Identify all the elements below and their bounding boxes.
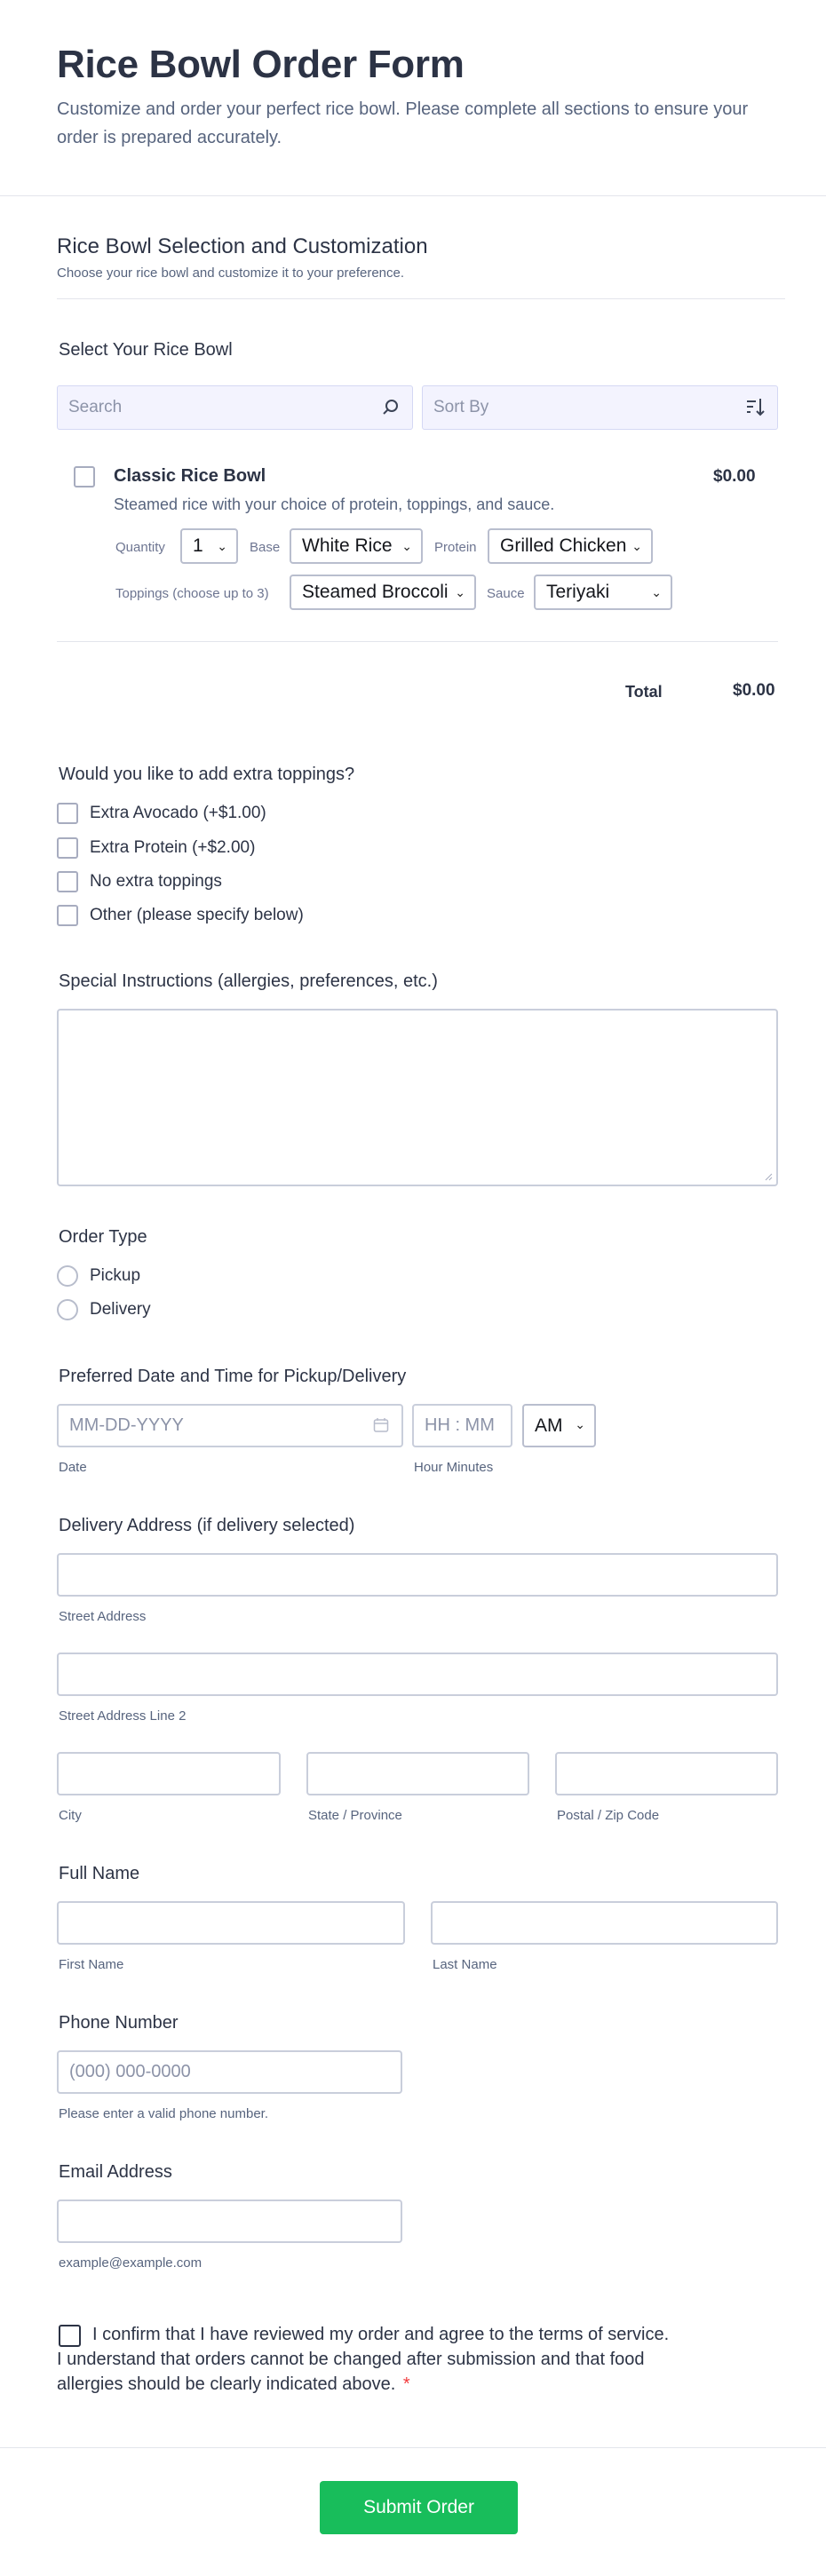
toppings-label: Toppings (choose up to 3) [115,586,269,601]
chevron-down-icon: ⌄ [575,1417,585,1431]
order-type-radio[interactable] [57,1299,78,1320]
base-label: Base [250,540,281,555]
header-divider [0,195,826,196]
sauce-value: Teriyaki [546,582,610,602]
page-description: Customize and order your perfect rice bowl. Please complete all sections to ensure your order is prepared accurately. [57,99,749,147]
total-value: $0.00 [733,681,775,700]
required-mark: * [402,2374,410,2394]
datetime-label: Preferred Date and Time for Pickup/Delivery [59,1367,407,1386]
search-placeholder: Search [68,398,123,416]
extra-option-checkbox[interactable] [57,871,78,892]
extra-option-label: Other (please specify below) [90,906,304,924]
chevron-down-icon: ⌄ [651,585,662,599]
order-type-label: Order Type [59,1227,147,1247]
product-search-input[interactable] [57,385,413,430]
phone-label: Phone Number [59,2013,179,2033]
ampm-value: AM [535,1415,563,1436]
product-list-label: Select Your Rice Bowl [59,340,233,360]
instructions-textarea[interactable] [57,1009,778,1186]
phone-hint: Please enter a valid phone number. [59,2106,268,2121]
instructions-label: Special Instructions (allergies, preferences, etc.) [59,971,438,991]
street-address-sublabel: Street Address [59,1609,147,1624]
quantity-label: Quantity [115,540,165,555]
submit-order-button[interactable]: Submit Order [320,2481,518,2534]
email-hint: example@example.com [59,2255,203,2271]
base-value: White Rice [302,535,393,556]
confirm-text-block [57,2322,679,2397]
state-input[interactable] [306,1752,529,1795]
extra-option-label: Extra Protein (+$2.00) [90,838,256,857]
confirm-text: I confirm that I have reviewed my order and agree to the terms of service. I understand that orders cannot be changed after submission and that food allergies should be clearly indicated above. [57,2325,670,2394]
state-sublabel: State / Province [308,1808,402,1823]
quantity-value: 1 [193,535,203,556]
protein-select[interactable] [488,528,653,564]
section-subtitle: Choose your rice bowl and customize it to your preference. [57,266,405,281]
first-name-sublabel: First Name [59,1957,124,1972]
section-divider [57,298,785,299]
extras-label: Would you like to add extra toppings? [59,765,355,784]
full-name-label: Full Name [59,1864,140,1883]
zip-input[interactable] [555,1752,778,1795]
sauce-label: Sauce [487,586,525,601]
calendar-icon[interactable] [373,1417,389,1433]
extra-option-checkbox[interactable] [57,803,78,824]
time-input[interactable] [412,1404,512,1447]
city-input[interactable] [57,1752,281,1795]
chevron-down-icon: ⌄ [217,539,227,553]
toppings-value: Steamed Broccoli [302,582,449,602]
street-address-line2-input[interactable] [57,1653,778,1696]
city-sublabel: City [59,1808,82,1823]
extra-option-checkbox[interactable] [57,837,78,859]
product-divider [57,641,778,642]
page-title: Rice Bowl Order Form [57,43,465,86]
product-description: Steamed rice with your choice of protein, toppings, and sauce. [114,495,555,513]
last-name-input[interactable] [431,1901,778,1945]
order-type-option-label: Delivery [90,1300,151,1319]
search-icon [382,386,400,445]
zip-sublabel: Postal / Zip Code [557,1808,660,1823]
sort-placeholder: Sort By [433,398,489,416]
product-name: Classic Rice Bowl [114,466,266,486]
chevron-down-icon: ⌄ [401,539,412,553]
product-sort-select[interactable] [422,385,778,430]
phone-placeholder: (000) 000-0000 [69,2062,191,2081]
phone-input[interactable] [57,2050,402,2094]
date-input[interactable] [57,1404,403,1447]
order-type-radio[interactable] [57,1265,78,1287]
extra-option-label: No extra toppings [90,872,222,891]
section-title: Rice Bowl Selection and Customization [57,234,428,258]
order-type-option-label: Pickup [90,1266,141,1285]
footer-divider [0,2447,826,2448]
time-placeholder: HH : MM [425,1415,495,1435]
street-address-input[interactable] [57,1553,778,1597]
quantity-select[interactable] [180,528,238,564]
address-label: Delivery Address (if delivery selected) [59,1516,355,1535]
last-name-sublabel: Last Name [433,1957,497,1972]
ampm-select[interactable] [522,1404,596,1447]
protein-value: Grilled Chicken [500,535,627,556]
email-input[interactable] [57,2200,402,2243]
product-checkbox[interactable] [74,466,95,487]
first-name-input[interactable] [57,1901,405,1945]
product-price: $0.00 [713,467,756,486]
chevron-down-icon: ⌄ [631,539,642,553]
time-sublabel: Hour Minutes [414,1460,494,1475]
toppings-select[interactable] [290,575,476,610]
extra-option-label: Extra Avocado (+$1.00) [90,804,266,822]
protein-label: Protein [434,540,477,555]
sauce-select[interactable] [534,575,672,610]
street-address-line2-sublabel: Street Address Line 2 [59,1708,187,1724]
email-label: Email Address [59,2162,172,2182]
extra-option-checkbox[interactable] [57,905,78,926]
chevron-down-icon: ⌄ [455,576,465,608]
resize-handle-icon [764,1172,773,1181]
date-sublabel: Date [59,1460,87,1475]
base-select[interactable] [290,528,423,564]
sort-icon [745,386,765,445]
date-placeholder: MM-DD-YYYY [69,1415,184,1435]
total-label: Total [625,683,663,701]
